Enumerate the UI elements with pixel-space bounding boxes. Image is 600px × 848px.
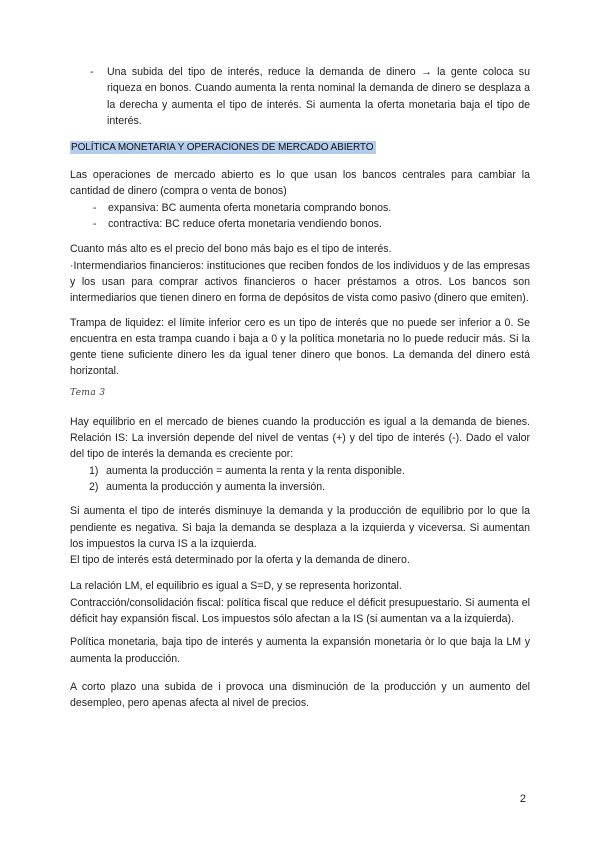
number-marker: 1) (89, 464, 99, 477)
number-marker: 2) (89, 480, 99, 493)
bullet-marker: - (90, 66, 94, 78)
numbered-item-text: aumenta la producción y aumenta la inversión. (106, 480, 326, 493)
interest-rate-line: El tipo de interés está determinado por la oferta y la demanda de dinero. (70, 554, 410, 567)
list-item (70, 200, 530, 216)
bullet-marker: - (93, 218, 97, 231)
numbered-item-text: aumenta la producción = aumenta la renta y la renta disponible. (106, 464, 405, 477)
handwritten-note: Tema 3 (70, 387, 106, 398)
open-market-intro-paragraph: Las operaciones de mercado abierto es lo que usan los bancos centrales para cambiar la cantidad de dinero (compra o venta de bonos) (70, 169, 530, 198)
goods-market-intro-paragraph: Hay equilibrio en el mercado de bienes cuando la producción es igual a la demanda de bienes. Relación IS: La inversión depende del nivel de ventas (+) y del tipo de interés (-). Dado el valor del tipo de interés la demanda es creciente por: (70, 415, 530, 461)
bullet-marker: - (93, 201, 97, 214)
is-curve-block (70, 503, 530, 568)
lm-relation-line: La relación LM, el equilibrio es igual a S=D, y se representa horizontal. (70, 580, 402, 593)
lm-relation-block (70, 578, 530, 627)
liquidity-trap-paragraph: Trampa de liquidez: el límite inferior cero es un tipo de interés que no puede ser inferior a 0. Se encuentra en esta trampa cuando i baja a 0 y la política monetaria no lo puede reducir más. Si la gente tiene suficiente dinero les da igual tener dinero que bonos. La demanda del dinero está horizontal. (70, 316, 530, 378)
financial-intermediaries-paragraph: ·Intermendiarios financieros: instituciones que reciben fondos de los individuos y de las empresas y los usan para comprar activos financieros o hacer préstamos a otros. Los bancos son intermediarios que tienen dinero en forma de depósitos de vista como pasivo (dinero que emiten). (70, 259, 530, 305)
intro-bullet-item (70, 64, 530, 129)
section-heading (70, 140, 530, 155)
list-item-text: contractiva: BC reduce oferta monetaria vendiendo bonos. (108, 218, 382, 231)
fiscal-consolidation-paragraph: Contracción/consolidación fiscal: política fiscal que reduce el déficit presupuestario. Si aumenta el déficit hay expansión fiscal. Los impuestos sólo afectan a la IS (si aumentan va a la izquierda). (70, 596, 530, 626)
page-content (70, 64, 530, 712)
numbered-list-item (70, 479, 530, 495)
short-run-paragraph: A corto plazo una subida de i provoca una disminución de la producción y un aumento del desempleo, pero apenas afecta al nivel de precios. (70, 680, 530, 710)
numbered-list-item (70, 463, 530, 479)
intro-bullet-text: Una subida del tipo de interés, reduce la demanda de dinero → la gente coloca su riqueza en bonos. Cuando aumenta la renta nominal la demanda de dinero se desplaza a la derecha y aumenta el tipo de interés. Si aumenta la oferta monetaria baja el tipo de interés. (107, 66, 530, 127)
bond-price-block (70, 241, 530, 306)
list-item (70, 216, 530, 232)
goods-market-block (70, 414, 530, 495)
is-curve-paragraph: Si aumenta el tipo de interés disminuye la demanda y la producción de equilibrio por lo que la pendiente es negativa. Si baja la demanda se desplaza a la izquierda y viceversa. Si aumentan los impuestos la curva IS a la izquierda. (70, 505, 530, 550)
monetary-policy-paragraph: Política monetaria, baja tipo de interés y aumenta la expansión monetaria òr lo que baja la LM y aumenta la producción. (70, 636, 530, 665)
list-item-text: expansiva: BC aumenta oferta monetaria comprando bonos. (108, 201, 392, 214)
heading-highlight: POLÍTICA MONETARIA Y OPERACIONES DE MERCADO ABIERTO (70, 141, 376, 154)
page-number: 2 (519, 793, 526, 805)
bond-price-line: Cuanto más alto es el precio del bono más bajo es el tipo de interés. (70, 243, 392, 256)
open-market-block (70, 167, 530, 232)
